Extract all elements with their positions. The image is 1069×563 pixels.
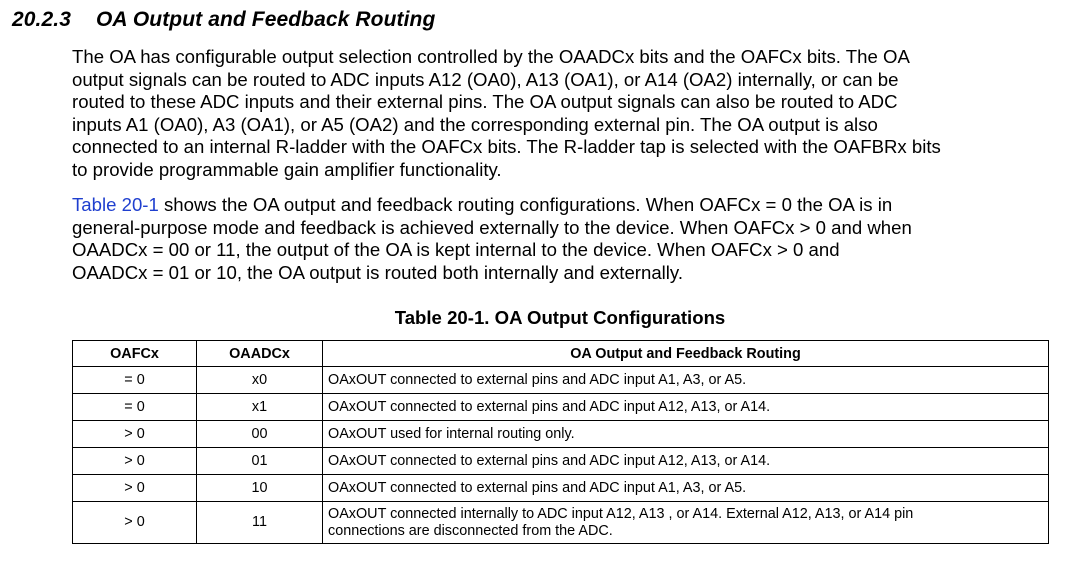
paragraph-line: inputs A1 (OA0), A3 (OA1), or A5 (OA2) and the corresponding external pin. The OA output is also (72, 113, 878, 135)
routing-line: OAxOUT connected internally to ADC input A12, A13 , or A14. External A12, A13, or A14 pin (328, 505, 914, 522)
paragraph-output-selection (72, 46, 1057, 182)
routing-line: connections are disconnected from the ADC. (328, 522, 613, 539)
table-header-row (73, 341, 1049, 367)
cell-routing: OAxOUT connected to external pins and ADC input A12, A13, or A14. (323, 394, 1049, 421)
oa-output-configurations-table (72, 340, 1049, 544)
paragraph-line: general-purpose mode and feedback is achieved externally to the device. When OAFCx > 0 and when (72, 216, 912, 238)
cell-oaadcx: x0 (197, 367, 323, 394)
table-row (73, 394, 1049, 421)
paragraph-line (72, 194, 1057, 217)
table-reference-link[interactable]: Table 20-1 (72, 194, 159, 215)
paragraph-line: OAADCx = 00 or 11, the output of the OA is kept internal to the device. When OAFCx > 0 and (72, 239, 840, 261)
cell-oafcx: > 0 (73, 448, 197, 475)
cell-oafcx: > 0 (73, 502, 197, 544)
paragraph-line: connected to an internal R-ladder with the OAFCx bits. The R-ladder tap is selected with the OAFBRx bits (72, 136, 941, 158)
table-caption: Table 20-1. OA Output Configurations (394, 307, 726, 328)
paragraph-routing-configurations (72, 194, 1057, 284)
paragraph-line: output signals can be routed to ADC inputs A12 (OA0), A13 (OA1), or A14 (OA2) internally, or can be (72, 68, 899, 90)
paragraph-line: routed to these ADC inputs and their external pins. The OA output signals can also be routed to ADC (72, 91, 898, 113)
cell-routing: OAxOUT connected to external pins and ADC input A1, A3, or A5. (323, 367, 1049, 394)
table-row (73, 448, 1049, 475)
table-row (73, 367, 1049, 394)
table-row (73, 502, 1049, 544)
column-header-oaadcx: OAADCx (197, 341, 323, 367)
cell-oaadcx: 01 (197, 448, 323, 475)
cell-oaadcx: 10 (197, 475, 323, 502)
cell-oafcx: = 0 (73, 367, 197, 394)
cell-oaadcx: x1 (197, 394, 323, 421)
section-heading (12, 8, 435, 32)
table-row (73, 475, 1049, 502)
cell-routing: OAxOUT connected to external pins and ADC input A12, A13, or A14. (323, 448, 1049, 475)
paragraph-line: The OA has configurable output selection controlled by the OAADCx bits and the OAFCx bits. The OA (72, 46, 910, 67)
cell-oaadcx: 00 (197, 421, 323, 448)
cell-oafcx: > 0 (73, 421, 197, 448)
column-header-oafcx: OAFCx (73, 341, 197, 367)
cell-routing: OAxOUT used for internal routing only. (323, 421, 1049, 448)
cell-oafcx: > 0 (73, 475, 197, 502)
paragraph-text: shows the OA output and feedback routing configurations. When OAFCx = 0 the OA is in (158, 194, 893, 215)
section-number: 20.2.3 (12, 8, 71, 31)
paragraph-line: to provide programmable gain amplifier functionality. (72, 158, 502, 180)
cell-routing (323, 502, 1049, 544)
cell-routing: OAxOUT connected to external pins and ADC input A1, A3, or A5. (323, 475, 1049, 502)
section-title: OA Output and Feedback Routing (96, 8, 436, 31)
paragraph-line: OAADCx = 01 or 10, the OA output is routed both internally and externally. (72, 261, 684, 283)
column-header-routing: OA Output and Feedback Routing (323, 341, 1049, 367)
cell-oafcx: = 0 (73, 394, 197, 421)
cell-oaadcx: 11 (197, 502, 323, 544)
table-row (73, 421, 1049, 448)
